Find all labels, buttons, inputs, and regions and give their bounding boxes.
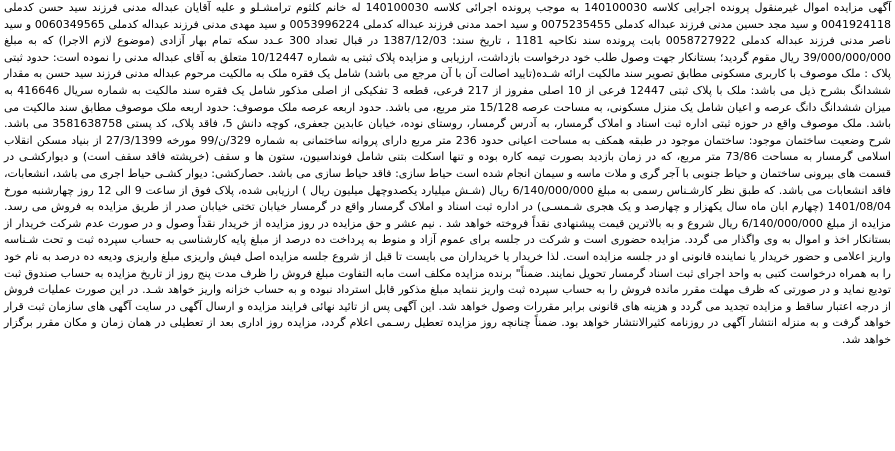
notice-body-text: آگهی مزایده اموال غیرمنقول پرونده اجرایی کلاسه 140100030 به موجب پرونده اجرائی کلاسه 140100030 له خانم کلثوم ترامشـلو و علیه آقایان عبداله مدنی فرزند سید حسن کدملی 0041924118 و سید مجد حسین مدنی فرزند عبداله کدملی 0075235455 و سید احمد مدنی فرزند عبداله کدملی 0053996224 و سید مهدی مدنی فرزند عبداله کدملی 0060349565 و سید ناصر مدنی فرزند عبداله کدملی 0058727922 بابت پرونده سند نکاحیه 1181 ، تاریخ سند: 1387/12/03 در قبال تعداد 300 عـدد سکه تمام بهار آزادی (موضوع لازم الاجرا) که به مبلغ 39/000/000/000 ریال مقوم گردید؛ بستانکار جهت وصول طلب خود درخواست بازداشت، ارزیابی و مزایده پلاک ثبتی به شماره 10/12447 متعلق به آقای عبداله مدنی را نموده است: حدود ثبتی پلاک : ملک موصوف با کاربری مسکونی مطابق تصویر سند مالکیت ارائه شـده(تایید اصالت آن با آن مرجع می باشد) شامل یک فقره ملک به مالکیت مرحوم عبداله مدنی فرزند سید حسن به مقدار ششدانگ بشرح ذیل می باشد: ملک با پلاک ثبتی 12447 فرعی از 10 اصلی مفروز از 217 فرعی، قطعه 3 تفکیکی از اصلی مذکور شامل یک فقره سند مالکیت به شماره سریال 416646 به میزان ششدانگ دانگ عرصه و اعیان شامل یک منزل مسکونی، به مساحت عرصه 15/128 متر مربع، می باشد. حدود اربعه عرصه ملک موصوف: حدود اربعه ملک موصوف مطابق سند مالکیت می باشد. ملک موصوف واقع در حوزه ثبتی اداره ثبت اسناد و املاک گرمسار، به آدرس گرمسار، روستای نوده، خیابان عابدین جعفری، کوچه دانش 5، فاقد پلاک، کد پستی 3581638758 می باشد. شرح وضعیت ساختمان موجود: ساختمان موجود در طبقه همکف به مساحت اعیانی حدود 236 متر مربع دارای پروانه ساختمانی به شماره 329/ن/99 مورخه 27/3/1399 از بنیاد مسکن انقلاب اسلامی گرمسار به مساحت 73/86 متر مربع، که در زمان بازدید بصورت تیمه کاره بوده و تنها اسکلت بتنی شامل فونداسیون، ستون ها و سقف (خرپشته فاقد سقف است) و دیوارکشـی در قسمت های بیرونی ساختمان و حیاط جنوبی با آجر گری و ملات ماسه و سیمان انجام شده است حیاط سازی: فاقد حیاط سازی می باشد. حصارکشی: دیوار کشـی حیاط اجری می باشد، انشعابات، فاقد انشعابات می باشد. که طبق نظر کارشـناس رسمی به مبلغ 6/140/000/000 ریال (شـش میلیارد یکصدوچهل میلیون ریال ) ارزیابی شده، پلاک فوق از ساعت 9 الی 12 روز چهارشنبه مورخ 1401/08/04 (چهارم ابان ماه سال یکهزار و چهارصد و یک هجری شـمسـی) در اداره ثبت اسناد و املاک گرمسار واقع در گرمسار خیابان تختی خیابان صدر از طریق مزایده به فروش می رسد. مزایده از مبلغ 6/140/000/000 ریال شروع و به بالاترین قیمت پیشنهادی نقداً فروخته خواهد شد . نیم عشر و حق مزایده در روز مزایده از خریدار نقداً وصول و در صورت عدم شرکت خریدار از بستانکار اخذ و اموال به وی واگذار می گردد. مزایده حضوری است و شرکت در جلسه برای عموم آزاد و منوط به پرداخت ده درصد از مبلغ پایه کارشناسی به حساب سپرده ثبت و تحت شـناسه واریز اعلامی و حضور خریدار یا نماینده قانونی او در جلسه مزایده است. لذا خریدار یا خریداران می بایست تا قبل از شروع جلسه مزایده اصل فیش واریزی مبلغ واریزی ودیعه ده درصد به نام خود را به همراه درخواست کتبی به واحد اجرای ثبت اسناد گرمسار تحویل نمایند. ضمناً" برنده مزایده مکلف است مابه التفاوت مبلغ فروش را ظرف مدت پنج روز از تاریخ مزایده به حساب صندوق ثبت تودیع نماید و در صورتی که ظرف مهلت مقرر مانده فروش را به حساب سپرده ثبت واریز ننماید مبلغ مذکور قابل استرداد نبوده و به حساب خزانه واریز خواهد شـد. در این صورت عملیات فروش از درجه اعتبار ساقط و مزایده تجدید می گردد و هزینه های قانونی برابر مقررات وصول خواهد شد. این آگهی پس از تائید نهائی فرایند مزایده و ارسال آگهی در سایت آگهی های سازمان ثبت قرار خواهد گرفت و به منزله انتشار آگهی در روزنامه کثیرالانتشار خواهد بود. ضمناً چنانچه روز مزایده تعطیل رسـمی اعلام گردد، مزایده روز اداری بعد از تعطیلی در همان زمان و مکان مقرر برگزار خواهد شد. <box>4 1 892 346</box>
